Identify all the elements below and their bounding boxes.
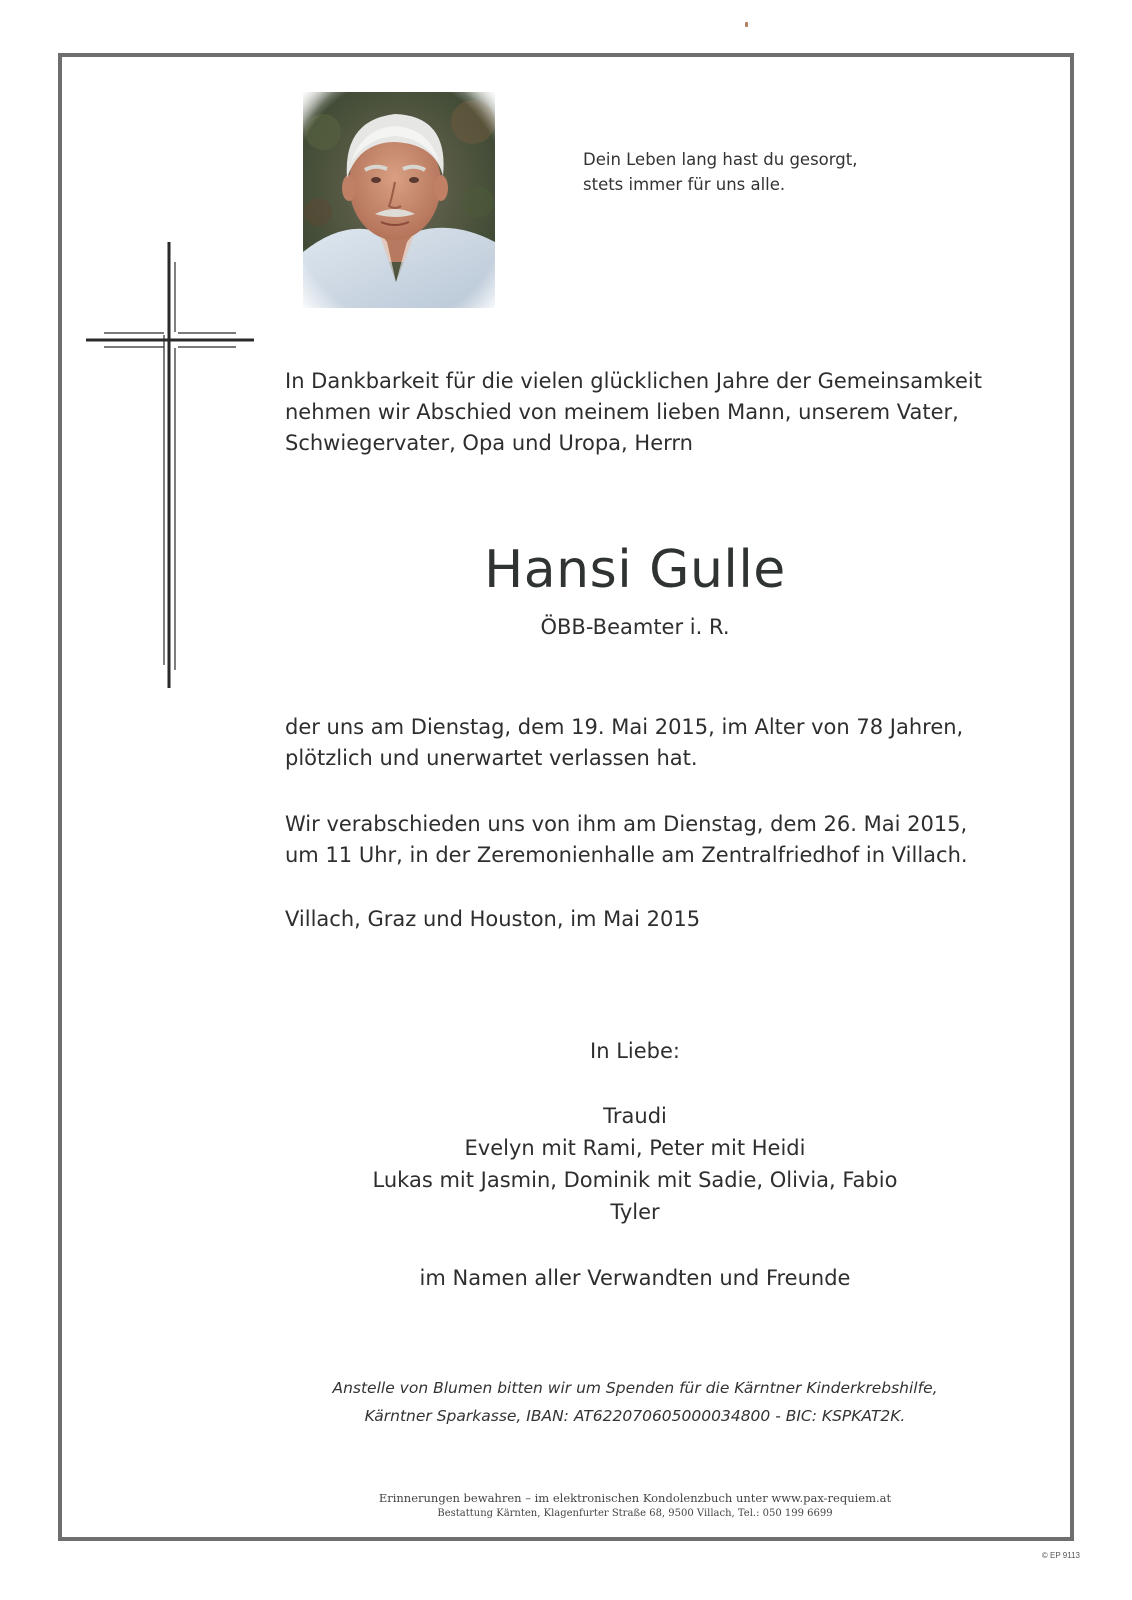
paper-speck bbox=[745, 22, 748, 27]
portrait-photo bbox=[303, 92, 495, 308]
donation-line: Anstelle von Blumen bitten wir um Spenden für die Kärntner Kinderkrebshilfe, bbox=[332, 1379, 938, 1397]
mourners-heading: In Liebe: bbox=[590, 1039, 680, 1063]
intro-line: In Dankbarkeit für die vielen glücklichen Jahre der Gemeinsamkeit bbox=[285, 369, 982, 393]
mourners-list bbox=[285, 1100, 985, 1228]
print-code: © EP 9113 bbox=[1041, 1551, 1080, 1560]
donation-line: Kärntner Sparkasse, IBAN: AT622070605000034800 - BIC: KSPKAT2K. bbox=[364, 1407, 906, 1425]
death-paragraph bbox=[285, 712, 963, 774]
funeral-line: um 11 Uhr, in der Zeremonienhalle am Zentralfriedhof in Villach. bbox=[285, 843, 968, 867]
intro-paragraph bbox=[285, 366, 982, 459]
death-line: der uns am Dienstag, dem 19. Mai 2015, im Alter von 78 Jahren, bbox=[285, 715, 964, 739]
intro-line: Schwiegervater, Opa und Uropa, Herrn bbox=[285, 431, 693, 455]
motto-line: Dein Leben lang hast du gesorgt, bbox=[583, 150, 858, 169]
mourner-line: Traudi bbox=[603, 1104, 667, 1128]
funeral-home-footer bbox=[285, 1490, 985, 1521]
intro-line: nehmen wir Abschied von meinem lieben Mann, unserem Vater, bbox=[285, 400, 959, 424]
mourners-closing: im Namen aller Verwandten und Freunde bbox=[419, 1266, 851, 1290]
place-date: Villach, Graz und Houston, im Mai 2015 bbox=[285, 907, 701, 931]
motto-line: stets immer für uns alle. bbox=[583, 175, 786, 194]
donation-note bbox=[285, 1374, 985, 1430]
footer-condolence-line: Erinnerungen bewahren – im elektronischen Kondolenzbuch unter www.pax-requiem.at bbox=[378, 1491, 892, 1505]
death-line: plötzlich und unerwartet verlassen hat. bbox=[285, 746, 698, 770]
funeral-paragraph bbox=[285, 809, 968, 871]
deceased-title: ÖBB-Beamter i. R. bbox=[540, 615, 730, 639]
deceased-name: Hansi Gulle bbox=[484, 540, 786, 600]
motto-verse bbox=[583, 147, 857, 197]
cross-symbol bbox=[86, 240, 256, 690]
mourner-line: Evelyn mit Rami, Peter mit Heidi bbox=[464, 1136, 806, 1160]
funeral-line: Wir verabschieden uns von ihm am Dienstag, dem 26. Mai 2015, bbox=[285, 812, 968, 836]
mourner-line: Lukas mit Jasmin, Dominik mit Sadie, Olivia, Fabio bbox=[372, 1168, 898, 1192]
mourner-line: Tyler bbox=[610, 1200, 660, 1224]
footer-address-line: Bestattung Kärnten, Klagenfurter Straße 68, 9500 Villach, Tel.: 050 199 6699 bbox=[437, 1508, 833, 1519]
